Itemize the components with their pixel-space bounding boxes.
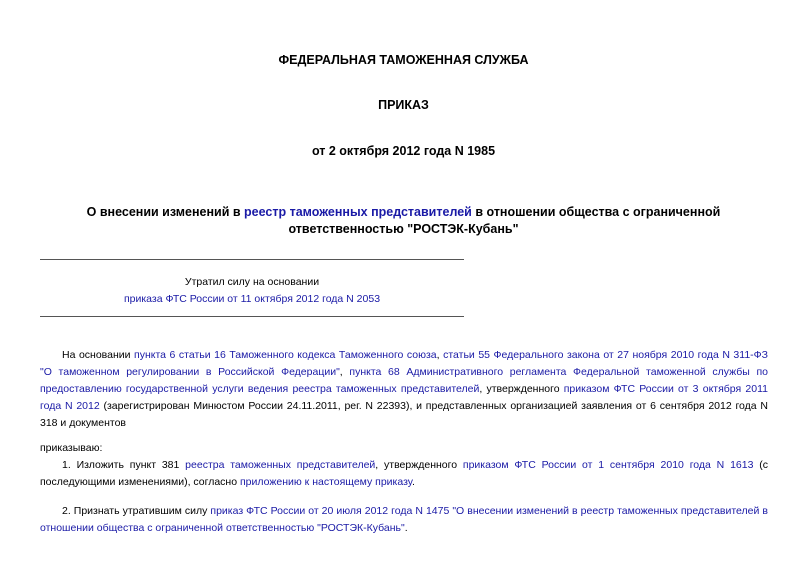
date-number-heading: от 2 октября 2012 года N 1985 — [311, 144, 496, 158]
title-text-1: О внесении изменений в — [86, 205, 245, 219]
basis-text: (зарегистрирован Минюстом России 24.11.2011, рег. N 22393), и представленных организацией заявления от 6 сентября 2012 года N 318 и документов — [40, 400, 768, 429]
divider-top — [40, 259, 464, 260]
federal-law-link[interactable]: статьи 55 Федерального закона от 27 ноября 2010 года N 311-ФЗ "О таможенном регулировании в Российской Федерации" — [40, 349, 768, 378]
customs-code-link[interactable]: пункта 6 статьи 16 Таможенного кодекса Таможенного союза — [134, 349, 437, 361]
basis-text: , утвержденного — [479, 383, 564, 395]
document-type-heading: ПРИКАЗ — [378, 98, 429, 112]
repeal-notice-text: Утратил силу на основании — [184, 276, 320, 288]
fcs-order-2012-link[interactable]: приказом ФТС России от 3 октября 2011 года N 2012 — [40, 383, 768, 412]
title-text-2: в отношении общества с ограниченной ответственностью "РОСТЭК-Кубань" — [288, 205, 721, 236]
fcs-order-1475-link[interactable]: приказ ФТС России от 20 июля 2012 года N 1475 "О внесении изменений в реестр таможенных представителей в отношении общества с ограниченной ответственностью "РОСТЭК-Кубань" — [40, 505, 768, 534]
registry-link-2[interactable]: реестра таможенных представителей — [185, 459, 376, 471]
item-2-paragraph — [40, 503, 768, 537]
admin-regulation-link[interactable]: пункта 68 Административного регламента Федеральной таможенной службы по предоставлению государственной услуги ведения реестра таможенных представителей — [40, 366, 768, 395]
basis-text: , — [436, 349, 444, 361]
divider-bottom — [40, 316, 464, 317]
basis-paragraph — [40, 347, 768, 432]
appendix-link[interactable]: приложению к настоящему приказу — [240, 476, 412, 488]
agency-heading: ФЕДЕРАЛЬНАЯ ТАМОЖЕННАЯ СЛУЖБА — [278, 53, 529, 67]
item-2-text: . — [404, 522, 408, 534]
item-1-text: , утвержденного — [375, 459, 463, 471]
registry-link[interactable]: реестр таможенных представителей — [244, 205, 472, 219]
order-word: приказываю: — [40, 442, 103, 454]
item-1-text: (с последующими изменениями), согласно — [40, 459, 768, 488]
item-1-paragraph — [40, 457, 768, 491]
item-1-text: 1. Изложить пункт 381 — [62, 459, 186, 471]
item-2-text: 2. Признать утратившим силу — [62, 505, 211, 517]
fcs-order-1613-link[interactable]: приказом ФТС России от 1 сентября 2010 года N 1613 — [462, 459, 754, 471]
repeal-order-link[interactable]: приказа ФТС России от 11 октября 2012 года N 2053 — [123, 293, 381, 305]
document-title — [60, 204, 747, 238]
basis-text: На основании — [62, 349, 135, 361]
basis-text: , — [339, 366, 350, 378]
item-1-text: . — [412, 476, 415, 488]
